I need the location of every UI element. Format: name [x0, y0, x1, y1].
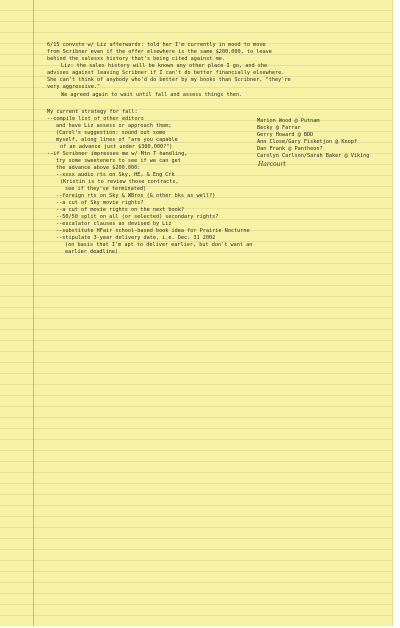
- note-line-26: --substitute HFair school-based book idea for Prairie Nocturne: [56, 228, 250, 234]
- note-line-7: very aggressive.": [47, 84, 101, 90]
- editor-1: Marion Wood @ Putnam: [257, 118, 320, 124]
- note-line-4: Liz: the sales history will be known any other place I go, and she: [61, 63, 268, 69]
- note-line-19: (Kristin is to review those contracts,: [60, 179, 179, 185]
- note-line-15: --if Scribner impresses me w/ Mtn T handling,: [47, 151, 188, 157]
- note-line-12: (Carol's suggestion: sound out some: [56, 130, 166, 136]
- note-line-25: --escalator clauses as devised by Liz: [56, 221, 172, 227]
- note-line-27: --stipulate 3-year delivery date, i.e. Dec. 31 2002: [56, 235, 216, 241]
- margin-line: [33, 0, 34, 626]
- note-line-23: --a cut of movie rights on the next book?: [56, 207, 185, 213]
- note-line-14: of an advance just under $300,000?"): [60, 144, 173, 150]
- note-line-17: the advance above $200,000:: [56, 165, 141, 171]
- note-line-1: 6/15 convstn w/ Liz afterwards: told her I'm currently in mood to move: [47, 42, 266, 48]
- note-line-11: and have Liz assess or approach them;: [56, 123, 172, 129]
- editor-6: Carolyn Carlson/Sarah Baker @ Viking: [257, 153, 370, 159]
- note-line-16: try some sweeteners to see if we can get: [56, 158, 181, 164]
- note-line-29: earlier deadline): [65, 249, 119, 255]
- note-line-6: She can't think of anybody who'd do better by my books than Scribner, "they're: [47, 77, 291, 83]
- note-line-24: --50/50 split on all (or selected) secondary rights?: [56, 214, 219, 220]
- note-line-22: --a cut of Sky movie rights?: [56, 200, 144, 206]
- note-line-13: myself, along lines of "are you capable: [56, 137, 178, 143]
- note-line-28: (on basis that I'm apt to deliver earlier, but don't want an: [65, 242, 253, 248]
- editor-3: Gerry Howard @ BDD: [257, 132, 314, 138]
- note-line-5: advises against leaving Scribner if I can't do better financially elsewhere.: [47, 70, 285, 76]
- strategy-heading: My current strategy for fall:: [47, 109, 138, 115]
- note-line-3: behind the salesxx history that's being cited against me.: [47, 56, 226, 62]
- editor-2: Becky @ Farrar: [257, 125, 301, 131]
- note-line-2: from Scribner even if the offer elsewhere is the same $200,000, to leave: [47, 49, 272, 55]
- handwritten-harcourt: Harcourt: [258, 161, 286, 168]
- note-line-18: --xxxx audio rts on Sky, HE, & Eng Crk: [56, 172, 175, 178]
- note-line-10: --compile list of other editors: [47, 116, 144, 122]
- editor-4: Ann Close/Gary Fisketjon @ Knopf: [257, 139, 357, 145]
- note-line-8: We agreed again to wait until fall and assess things then.: [61, 92, 243, 98]
- note-line-21: --foreign rts on Sky & WBros (& other bks as well?): [56, 193, 216, 199]
- editor-5: Dan Frank @ Pantheon?: [257, 146, 323, 152]
- note-line-20: see if they've terminated): [65, 186, 147, 192]
